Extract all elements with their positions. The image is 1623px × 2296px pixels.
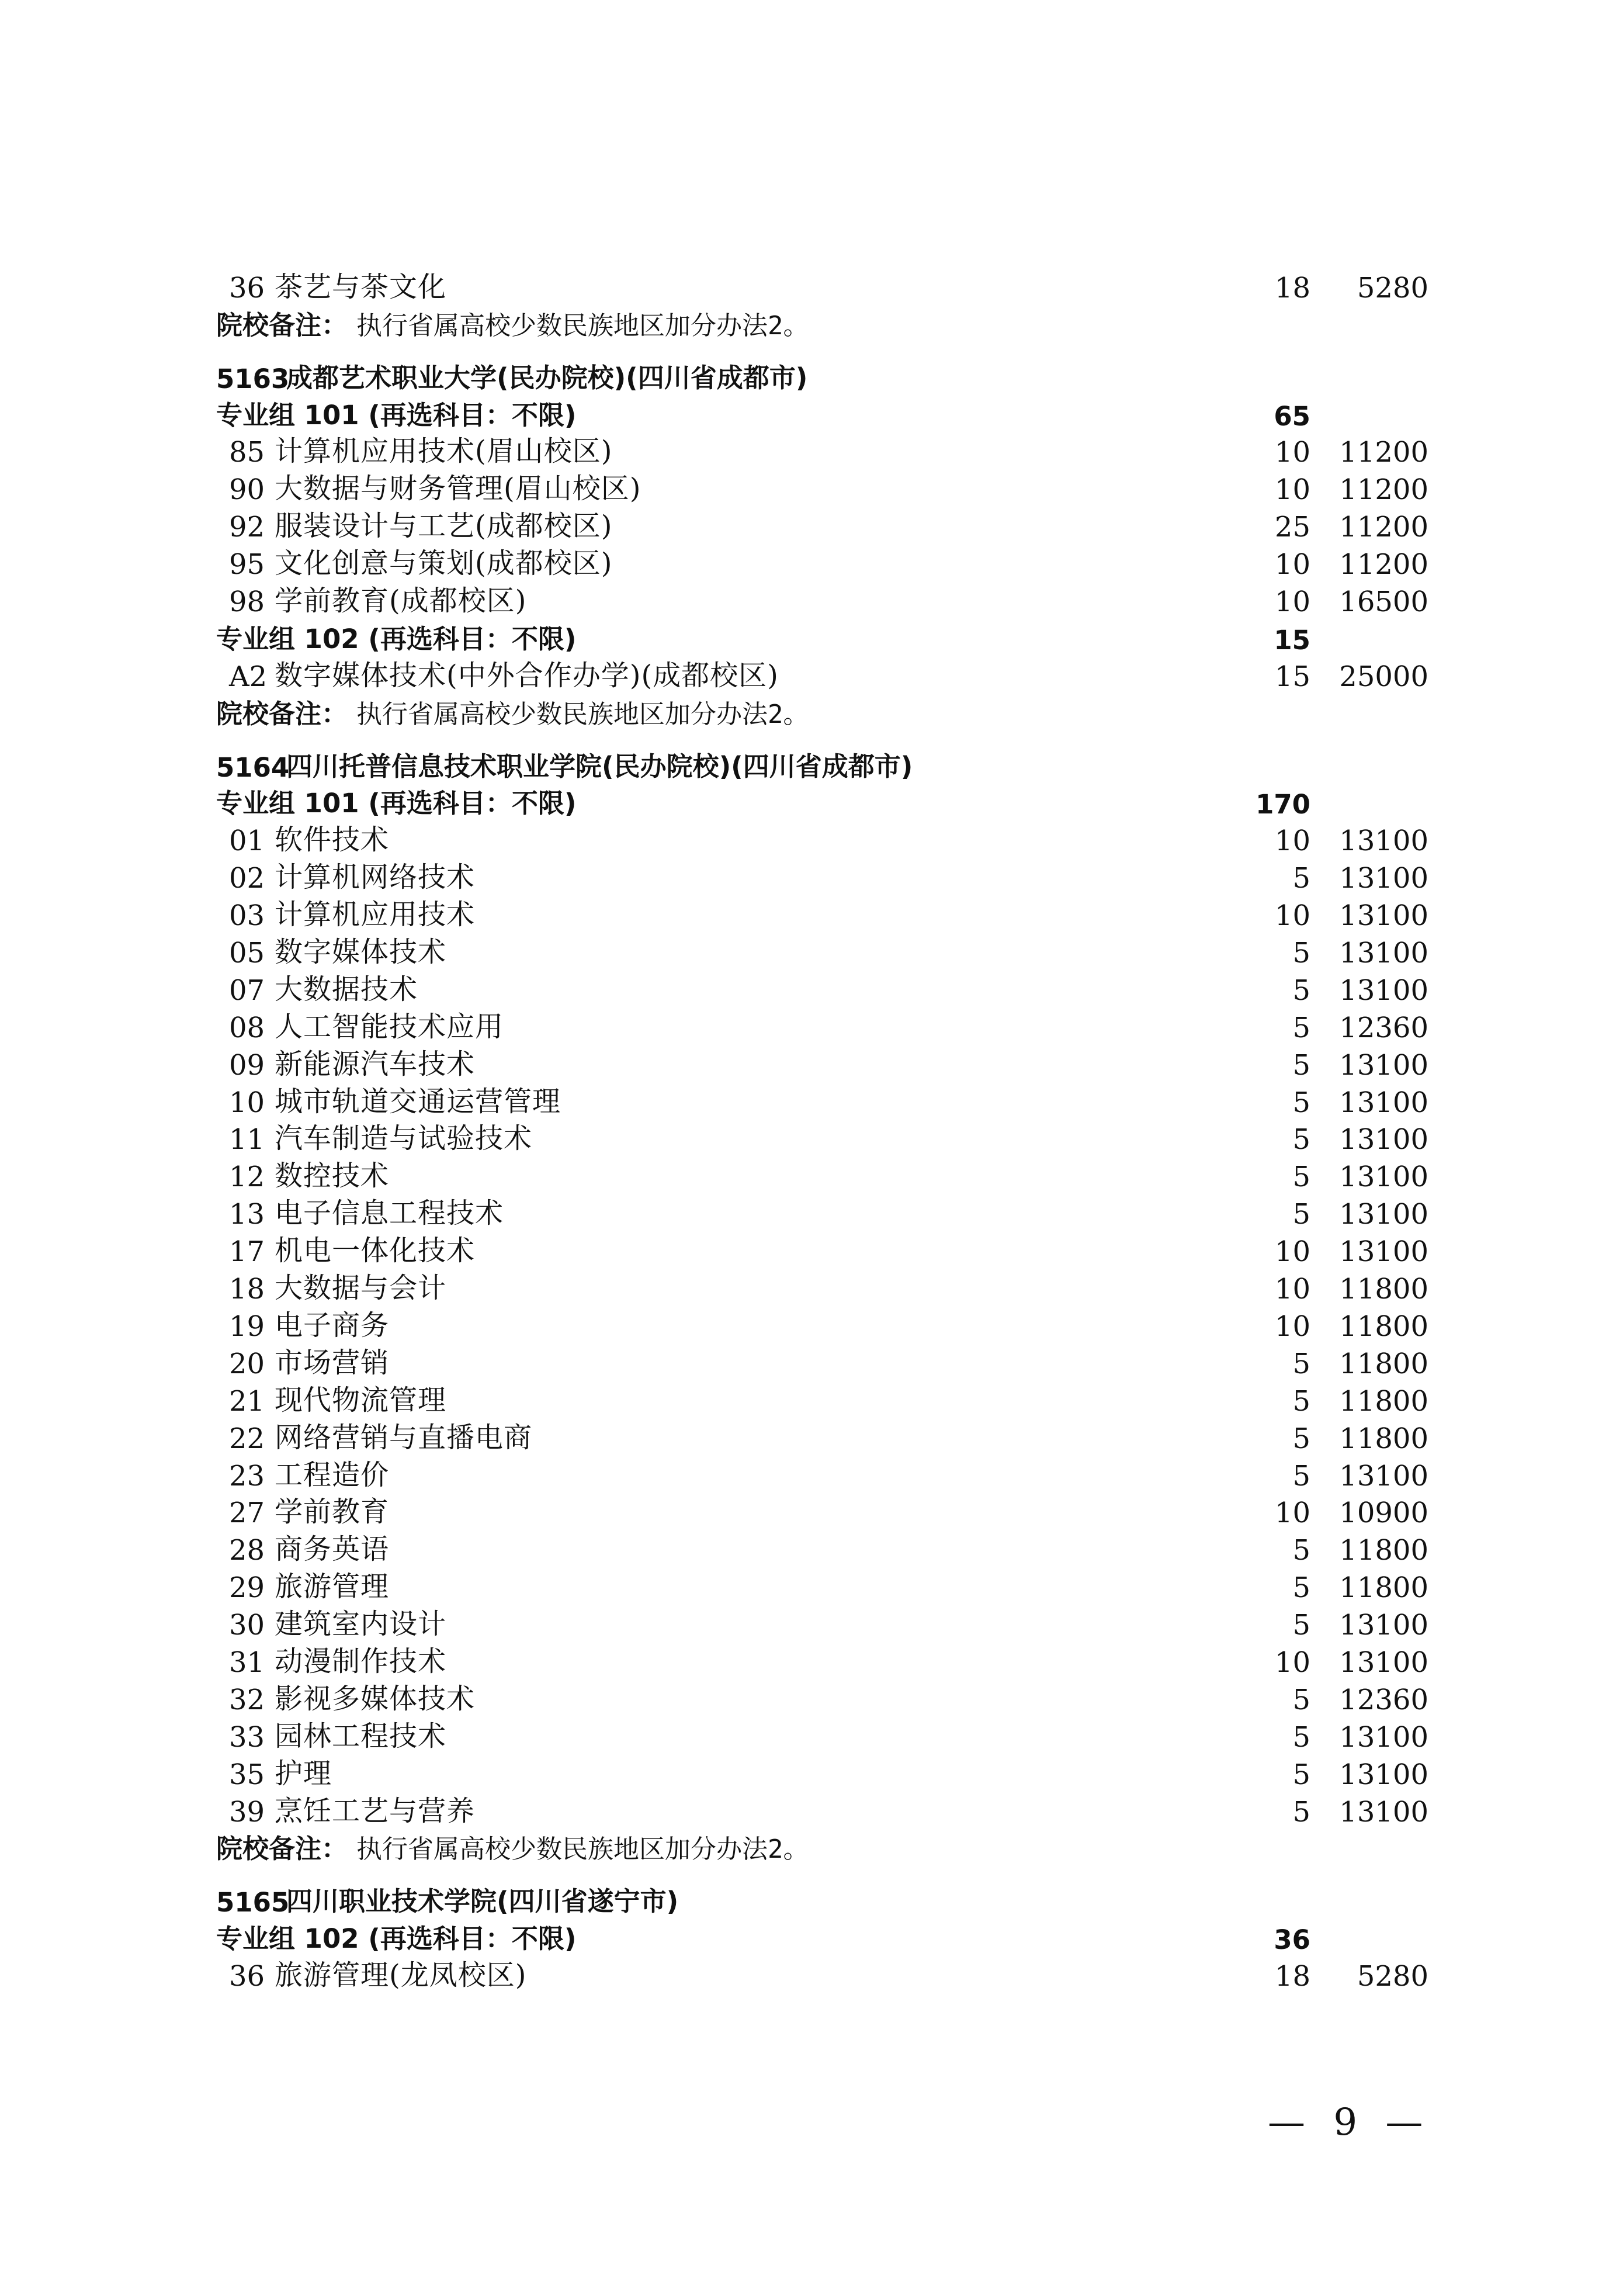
major-code: 07 (229, 974, 265, 1007)
enrollment-count: 5 (1292, 862, 1310, 895)
major-code: 98 (229, 586, 265, 619)
major-name: 机电一体化技术 (275, 1234, 476, 1268)
enrollment-count: 10 (1274, 1646, 1310, 1679)
tuition-fee: 13100 (1339, 825, 1428, 858)
enrollment-count: 10 (1274, 1235, 1310, 1269)
major-name: 计算机应用技术(眉山校区) (275, 435, 613, 468)
major-row (0, 1960, 1623, 1997)
tuition-fee: 13100 (1339, 1609, 1428, 1642)
major-code: 09 (229, 1048, 265, 1082)
group-label: 专业组 101 (再选科目：不限) (216, 399, 577, 431)
school-name: 四川托普信息技术职业学院(民办院校)(四川省成都市) (286, 750, 913, 782)
tuition-fee: 13100 (1339, 1048, 1428, 1082)
tuition-fee: 11800 (1339, 1571, 1428, 1605)
school-code: 5164 (216, 752, 290, 783)
tuition-fee: 5280 (1357, 1960, 1428, 1993)
major-name: 大数据与会计 (275, 1272, 447, 1305)
major-name: 旅游管理(龙凤校区) (275, 1959, 527, 1992)
major-name: 数字媒体技术(中外合作办学)(成都校区) (275, 659, 779, 692)
tuition-fee: 11800 (1339, 1273, 1428, 1306)
major-row (0, 1235, 1623, 1273)
tuition-fee: 13100 (1339, 1720, 1428, 1754)
enrollment-count: 5 (1292, 1011, 1310, 1044)
group-count: 36 (1274, 1924, 1310, 1956)
tuition-fee: 25000 (1339, 660, 1428, 693)
tuition-fee: 13100 (1339, 1235, 1428, 1269)
major-code: 11 (229, 1123, 265, 1156)
major-code: 39 (229, 1795, 265, 1829)
tuition-fee: 11200 (1339, 511, 1428, 544)
major-name: 数控技术 (275, 1159, 390, 1193)
remark-text: 执行省属高校少数民族地区加分办法2。 (356, 1834, 809, 1865)
tuition-fee: 13100 (1339, 862, 1428, 895)
major-code: 36 (229, 1960, 265, 1993)
group-label: 专业组 102 (再选科目：不限) (216, 1923, 577, 1955)
major-code: 10 (229, 1086, 265, 1119)
enrollment-count: 5 (1292, 1534, 1310, 1567)
major-code: 05 (229, 937, 265, 970)
major-code: 02 (229, 862, 265, 895)
major-code: 17 (229, 1235, 265, 1269)
major-row (0, 937, 1623, 974)
enrollment-count: 5 (1292, 1720, 1310, 1754)
major-group-row (0, 399, 1623, 437)
enrollment-count: 10 (1274, 548, 1310, 581)
major-row (0, 1534, 1623, 1571)
major-code: 27 (229, 1497, 265, 1530)
major-row (0, 1422, 1623, 1460)
major-row (0, 1161, 1623, 1198)
major-name: 数字媒体技术 (275, 936, 447, 969)
group-count: 65 (1274, 400, 1310, 432)
enrollment-count: 5 (1292, 1683, 1310, 1716)
major-row (0, 1609, 1623, 1646)
tuition-fee: 13100 (1339, 1795, 1428, 1829)
major-name: 计算机网络技术 (275, 861, 476, 894)
major-name: 网络营销与直播电商 (275, 1421, 533, 1454)
enrollment-count: 5 (1292, 1459, 1310, 1492)
tuition-fee: 13100 (1339, 974, 1428, 1007)
major-code: 19 (229, 1310, 265, 1343)
major-row (0, 437, 1623, 474)
remark-text: 执行省属高校少数民族地区加分办法2。 (356, 699, 809, 729)
tuition-fee: 11800 (1339, 1384, 1428, 1418)
major-code: 20 (229, 1347, 265, 1380)
major-code: 03 (229, 899, 265, 933)
major-name: 电子信息工程技术 (275, 1197, 504, 1230)
major-code: 08 (229, 1011, 265, 1044)
major-name: 商务英语 (275, 1533, 390, 1566)
major-code: 33 (229, 1720, 265, 1754)
major-code: 18 (229, 1273, 265, 1306)
tuition-fee: 13100 (1339, 1161, 1428, 1194)
major-row (0, 1348, 1623, 1385)
major-row (0, 1049, 1623, 1086)
major-row (0, 1310, 1623, 1348)
enrollment-count: 10 (1274, 825, 1310, 858)
major-name: 学前教育 (275, 1495, 390, 1529)
enrollment-count: 10 (1274, 1310, 1310, 1343)
enrollment-count: 18 (1274, 271, 1310, 304)
major-code: 30 (229, 1609, 265, 1642)
remark-label: 院校备注： (216, 1833, 348, 1865)
major-row (0, 1124, 1623, 1161)
major-code: 35 (229, 1758, 265, 1791)
tuition-fee: 11800 (1339, 1310, 1428, 1343)
tuition-fee: 13100 (1339, 1646, 1428, 1679)
major-code: 95 (229, 548, 265, 581)
major-row (0, 1086, 1623, 1124)
school-remark (0, 309, 1623, 347)
major-row (0, 473, 1623, 511)
major-code: 92 (229, 511, 265, 544)
group-count: 15 (1274, 624, 1310, 656)
major-code: 21 (229, 1384, 265, 1418)
enrollment-count: 15 (1274, 660, 1310, 693)
enrollment-count: 5 (1292, 1198, 1310, 1231)
major-name: 工程造价 (275, 1458, 390, 1491)
major-code: 13 (229, 1198, 265, 1231)
major-group-row (0, 1923, 1623, 1960)
major-name: 动漫制作技术 (275, 1644, 447, 1678)
major-code: 12 (229, 1161, 265, 1194)
tuition-fee: 13100 (1339, 899, 1428, 933)
major-name: 市场营销 (275, 1346, 390, 1379)
school-remark (0, 1833, 1623, 1871)
enrollment-count: 10 (1274, 586, 1310, 619)
major-code: 23 (229, 1459, 265, 1492)
enrollment-count: 5 (1292, 1422, 1310, 1455)
major-name: 大数据与财务管理(眉山校区) (275, 472, 641, 505)
tuition-fee: 11200 (1339, 436, 1428, 469)
major-name: 软件技术 (275, 823, 390, 857)
major-row (0, 1497, 1623, 1535)
major-row (0, 1571, 1623, 1609)
major-code: 90 (229, 473, 265, 507)
major-name: 旅游管理 (275, 1570, 390, 1604)
enrollment-count: 5 (1292, 1384, 1310, 1418)
major-name: 汽车制造与试验技术 (275, 1122, 533, 1155)
major-name: 茶艺与茶文化 (275, 270, 447, 303)
major-name: 电子商务 (275, 1308, 390, 1342)
major-group-row (0, 623, 1623, 660)
enrollment-count: 5 (1292, 1161, 1310, 1194)
tuition-fee: 12360 (1339, 1683, 1428, 1716)
tuition-fee: 5280 (1357, 271, 1428, 304)
school-name: 四川职业技术学院(四川省遂宁市) (286, 1886, 679, 1917)
major-code: 31 (229, 1646, 265, 1679)
enrollment-count: 5 (1292, 1123, 1310, 1156)
major-name: 新能源汽车技术 (275, 1047, 476, 1081)
major-name: 服装设计与工艺(成都校区) (275, 510, 613, 543)
school-code: 5163 (216, 363, 290, 394)
enrollment-count: 5 (1292, 974, 1310, 1007)
group-label: 专业组 101 (再选科目：不限) (216, 788, 577, 819)
major-row (0, 1684, 1623, 1721)
tuition-fee: 13100 (1339, 937, 1428, 970)
page-number: — 9 — (1268, 2101, 1431, 2144)
enrollment-count: 5 (1292, 1795, 1310, 1829)
major-name: 护理 (275, 1757, 332, 1790)
major-row (0, 1273, 1623, 1310)
major-code: A2 (229, 660, 268, 693)
major-row (0, 511, 1623, 548)
major-name: 大数据技术 (275, 972, 418, 1006)
tuition-fee: 13100 (1339, 1758, 1428, 1791)
enrollment-count: 5 (1292, 1086, 1310, 1119)
major-name: 文化创意与策划(成都校区) (275, 547, 613, 580)
major-code: 85 (229, 436, 265, 469)
major-code: 29 (229, 1571, 265, 1605)
tuition-fee: 13100 (1339, 1123, 1428, 1156)
school-code: 5165 (216, 1887, 290, 1918)
tuition-fee: 12360 (1339, 1011, 1428, 1044)
major-row (0, 825, 1623, 862)
major-row (0, 1012, 1623, 1049)
enrollment-count: 5 (1292, 1609, 1310, 1642)
tuition-fee: 16500 (1339, 586, 1428, 619)
remark-text: 执行省属高校少数民族地区加分办法2。 (356, 310, 809, 341)
enrollment-count: 5 (1292, 1347, 1310, 1380)
major-code: 01 (229, 825, 265, 858)
remark-label: 院校备注： (216, 698, 348, 729)
school-name: 成都艺术职业大学(民办院校)(四川省成都市) (286, 362, 808, 393)
tuition-fee: 11800 (1339, 1534, 1428, 1567)
enrollment-count: 10 (1274, 436, 1310, 469)
major-code: 22 (229, 1422, 265, 1455)
tuition-fee: 10900 (1339, 1497, 1428, 1530)
major-name: 城市轨道交通运营管理 (275, 1085, 561, 1118)
major-row (0, 1385, 1623, 1422)
major-name: 人工智能技术应用 (275, 1010, 504, 1043)
tuition-fee: 13100 (1339, 1198, 1428, 1231)
major-row (0, 1198, 1623, 1235)
major-name: 计算机应用技术 (275, 898, 476, 931)
major-row (0, 974, 1623, 1012)
tuition-fee: 11800 (1339, 1347, 1428, 1380)
major-code: 32 (229, 1683, 265, 1716)
enrollment-count: 18 (1274, 1960, 1310, 1993)
major-code: 28 (229, 1534, 265, 1567)
major-name: 学前教育(成都校区) (275, 584, 527, 618)
group-count: 170 (1256, 789, 1310, 820)
major-row (0, 1758, 1623, 1796)
enrollment-count: 25 (1274, 511, 1310, 544)
major-row (0, 899, 1623, 937)
enrollment-count: 5 (1292, 1758, 1310, 1791)
major-name: 烹饪工艺与营养 (275, 1794, 476, 1827)
group-label: 专业组 102 (再选科目：不限) (216, 623, 577, 654)
enrollment-count: 10 (1274, 899, 1310, 933)
major-name: 影视多媒体技术 (275, 1682, 476, 1715)
enrollment-count: 5 (1292, 937, 1310, 970)
tuition-fee: 13100 (1339, 1459, 1428, 1492)
tuition-fee: 11800 (1339, 1422, 1428, 1455)
tuition-fee: 13100 (1339, 1086, 1428, 1119)
enrollment-count: 5 (1292, 1048, 1310, 1082)
school-remark (0, 698, 1623, 735)
enrollment-count: 10 (1274, 1497, 1310, 1530)
major-row (0, 862, 1623, 899)
enrollment-count: 10 (1274, 1273, 1310, 1306)
major-row (0, 1460, 1623, 1497)
enrollment-plan-list (0, 272, 1623, 1997)
major-name: 现代物流管理 (275, 1383, 447, 1417)
major-row (0, 548, 1623, 586)
major-row (0, 1646, 1623, 1684)
remark-label: 院校备注： (216, 309, 348, 341)
tuition-fee: 11200 (1339, 548, 1428, 581)
enrollment-count: 10 (1274, 473, 1310, 507)
tuition-fee: 11200 (1339, 473, 1428, 507)
major-name: 园林工程技术 (275, 1719, 447, 1753)
enrollment-count: 5 (1292, 1571, 1310, 1605)
major-name: 建筑室内设计 (275, 1608, 447, 1641)
major-code: 36 (229, 271, 265, 304)
major-row (0, 1721, 1623, 1758)
major-group-row (0, 788, 1623, 825)
